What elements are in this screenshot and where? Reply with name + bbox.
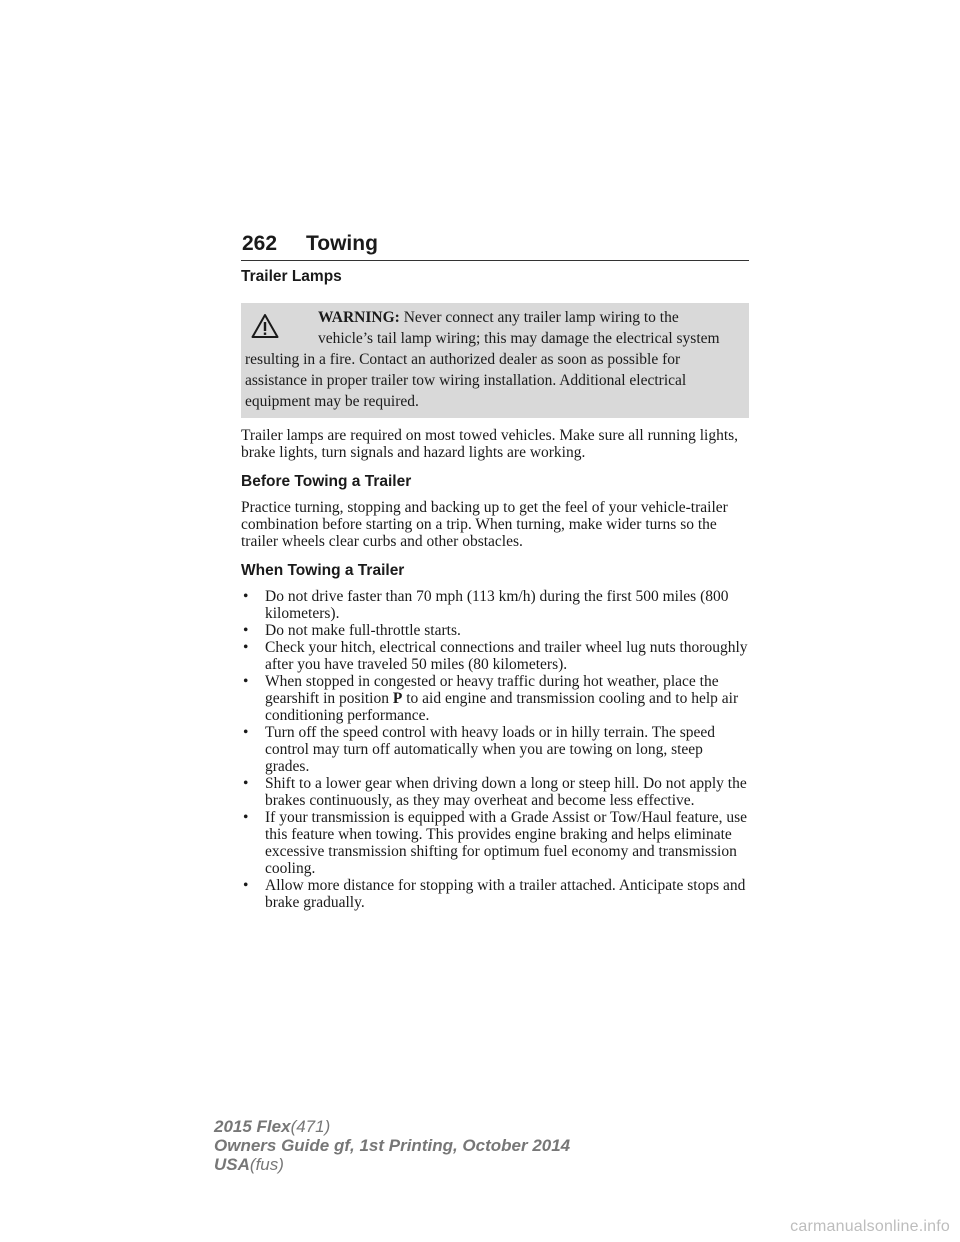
site-watermark: carmanualsonline.info — [790, 1218, 950, 1235]
bullet-icon: • — [243, 622, 249, 639]
list-item — [241, 622, 749, 639]
footer-market: USA — [214, 1155, 250, 1174]
list-item-text: Allow more distance for stopping with a trailer attached. Anticipate stops and brake gradually. — [265, 877, 746, 911]
bullet-icon: • — [243, 639, 249, 656]
bullet-icon: • — [243, 877, 249, 894]
list-item-text-end: to aid engine and transmission cooling and to help air conditioning performance. — [265, 690, 739, 724]
list-item-text: Do not drive faster than 70 mph (113 km/h) during the first 500 miles (800 kilometers). — [265, 588, 729, 622]
warning-text-continued: vehicle’s tail lamp wiring; this may damage the electrical system resulting in a fire. Contact an authorized dealer as soon as possible for assistance in proper trailer tow wiring installation. Additional electrical equipment may be required. — [245, 330, 720, 410]
list-item — [241, 588, 749, 622]
footer-line-edition: Owners Guide gf, 1st Printing, October 2014 — [214, 1136, 571, 1155]
towing-bullet-list — [241, 588, 749, 911]
page-number: 262 — [242, 232, 278, 255]
page-header — [241, 229, 749, 261]
footer-model: 2015 Flex — [214, 1117, 291, 1136]
page-content — [241, 268, 749, 911]
bullet-icon: • — [243, 673, 249, 690]
print-footer — [214, 1117, 570, 1174]
warning-label: WARNING: — [318, 309, 400, 326]
list-item — [241, 673, 749, 724]
heading-before-towing: Before Towing a Trailer — [241, 473, 412, 490]
list-item — [241, 724, 749, 775]
warning-text-start: Never connect any trailer lamp wiring to the — [403, 309, 679, 326]
footer-market-code: (fus) — [249, 1155, 284, 1174]
heading-when-towing: When Towing a Trailer — [241, 562, 405, 579]
footer-line-model — [214, 1117, 570, 1136]
heading-trailer-lamps: Trailer Lamps — [241, 268, 342, 285]
footer-line-market — [214, 1155, 570, 1174]
list-item — [241, 775, 749, 809]
warning-box — [241, 303, 749, 418]
list-item — [241, 877, 749, 911]
list-item-text: Turn off the speed control with heavy loads or in hilly terrain. The speed control may turn off automatically when you are towing on long, steep grades. — [265, 724, 715, 775]
list-item-text: Do not make full-throttle starts. — [265, 622, 461, 639]
bullet-icon: • — [243, 809, 249, 826]
bullet-icon: • — [243, 724, 249, 741]
list-item-text: Shift to a lower gear when driving down a long or steep hill. Do not apply the brakes continuously, as they may overheat and become less effective. — [265, 775, 747, 809]
list-item-text: If your transmission is equipped with a Grade Assist or Tow/Haul feature, use this feature when towing. This provides engine braking and helps eliminate excessive transmission shifting for optimum fuel economy and transmission cooling. — [265, 809, 748, 877]
gear-position-p: P — [392, 690, 403, 707]
chapter-title: Towing — [306, 232, 378, 255]
warning-first-line — [245, 307, 741, 328]
warning-text-rest — [245, 328, 741, 412]
list-item — [241, 809, 749, 877]
footer-model-code: (471) — [290, 1117, 331, 1136]
bullet-icon: • — [243, 775, 249, 792]
list-item-text: When stopped in congested or heavy traffic during hot weather, place the gearshift in position — [265, 673, 719, 707]
list-item-text: Check your hitch, electrical connections and trailer wheel lug nuts thoroughly after you have traveled 50 miles (80 kilometers). — [265, 639, 748, 673]
warning-triangle-icon — [251, 313, 279, 339]
paragraph-trailer-lamps: Trailer lamps are required on most towed vehicles. Make sure all running lights, brake lights, turn signals and hazard lights are working. — [241, 427, 739, 461]
bullet-icon: • — [243, 588, 249, 605]
list-item — [241, 639, 749, 673]
paragraph-before-towing: Practice turning, stopping and backing up to get the feel of your vehicle-trailer combination before starting on a trip. When turning, make wider turns so the trailer wheels clear curbs and other obstacles. — [241, 499, 728, 550]
